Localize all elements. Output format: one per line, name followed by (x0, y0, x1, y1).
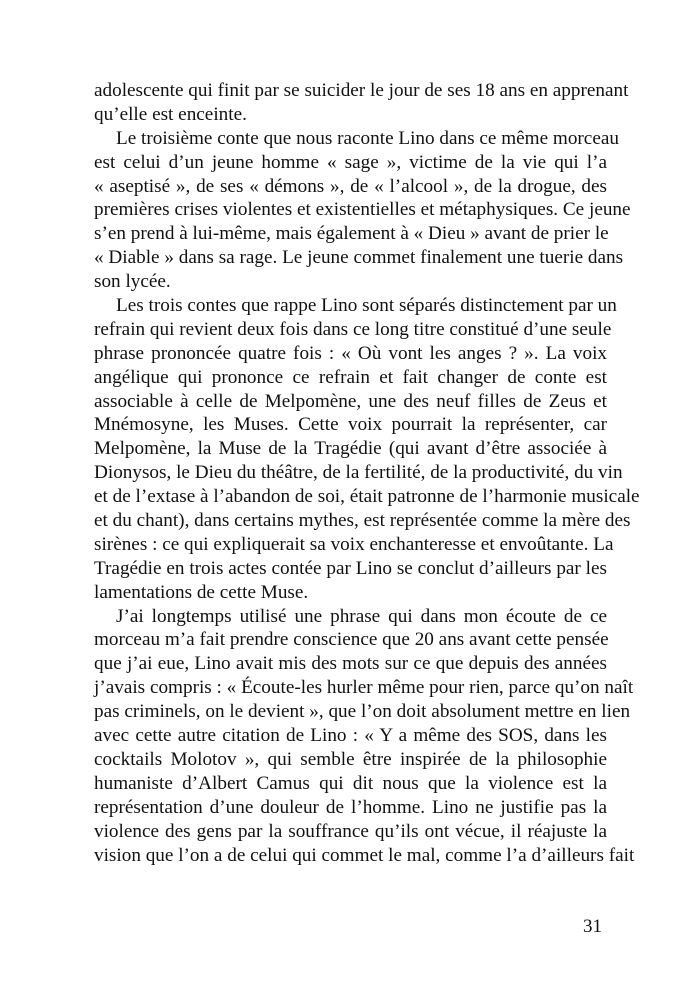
paragraph (94, 605, 635, 868)
text-line: « Diable » dans sa rage. Le jeune commet finalement une tuerie dans (94, 247, 624, 269)
text-line: « aseptisé », de ses « démons », de « l’alcool », de la drogue, des (94, 175, 607, 197)
paragraph (94, 127, 631, 294)
paragraph (94, 294, 640, 605)
paragraph (94, 79, 629, 127)
text-line: est celui d’un jeune homme « sage », victime de la vie qui l’a (94, 151, 607, 173)
text-line: angélique qui prononce ce refrain et fait changer de conte est (94, 366, 607, 388)
text-line: refrain qui revient deux fois dans ce long titre constitué d’une seule (94, 318, 612, 340)
text-line: pas criminels, on le devient », que l’on doit absolument mettre en lien (94, 701, 631, 723)
text-line: j’avais compris : « Écoute-les hurler même pour rien, parce qu’on naît (94, 677, 634, 699)
text-line: phrase prononcée quatre fois : « Où vont les anges ? ». La voix (94, 342, 607, 364)
text-line: Dionysos, le Dieu du théâtre, de la fertilité, de la productivité, du vin (94, 462, 623, 484)
text-line: lamentations de cette Muse. (94, 581, 309, 603)
text-line: Mnémosyne, les Muses. Cette voix pourrait la représenter, car (94, 414, 607, 436)
text-line: violence des gens par la souffrance qu’ils ont vécue, il réajuste la (94, 820, 607, 842)
text-line: associable à celle de Melpomène, une des neuf filles de Zeus et (94, 390, 607, 412)
text-line: Les trois contes que rappe Lino sont séparés distinctement par un (116, 295, 617, 317)
text-line: s’en prend à lui-même, mais également à « Dieu » avant de prier le (94, 223, 609, 245)
text-line: et de l’extase à l’abandon de soi, était patronne de l’harmonie musicale (94, 486, 640, 508)
text-line: J’ai longtemps utilisé une phrase qui dans mon écoute de ce (116, 605, 607, 627)
page-number: 31 (583, 916, 602, 937)
text-line: adolescente qui finit par se suicider le jour de ses 18 ans en apprenant (94, 80, 629, 101)
text-line: que j’ai eue, Lino avait mis des mots sur ce que depuis des années (94, 653, 607, 675)
text-line: humaniste d’Albert Camus qui dit nous que la violence est la (94, 772, 607, 794)
text-line: représentation d’une douleur de l’homme. Lino ne justifie pas la (94, 796, 607, 818)
text-line: premières crises violentes et existentielles et métaphysiques. Ce jeune (94, 199, 631, 221)
text-line: sirènes : ce qui expliquerait sa voix enchanteresse et envoûtante. La (94, 533, 614, 555)
text-line: qu’elle est enceinte. (94, 103, 247, 125)
body-text (94, 79, 640, 867)
text-line: cocktails Molotov », qui semble être inspirée de la philosophie (94, 748, 607, 770)
text-line: avec cette autre citation de Lino : « Y a même des SOS, dans les (94, 725, 607, 747)
text-line: Melpomène, la Muse de la Tragédie (qui avant d’être associée à (94, 438, 607, 460)
text-line: morceau m’a fait prendre conscience que 20 ans avant cette pensée (94, 629, 609, 651)
text-line: et du chant), dans certains mythes, est représentée comme la mère des (94, 510, 631, 532)
text-line: son lycée. (94, 271, 171, 293)
text-line: vision que l’on a de celui qui commet le mal, comme l’a d’ailleurs fait (94, 844, 635, 866)
text-line: Le troisième conte que nous raconte Lino dans ce même morceau (116, 127, 619, 149)
text-line: Tragédie en trois actes contée par Lino se conclut d’ailleurs par les (94, 557, 607, 579)
